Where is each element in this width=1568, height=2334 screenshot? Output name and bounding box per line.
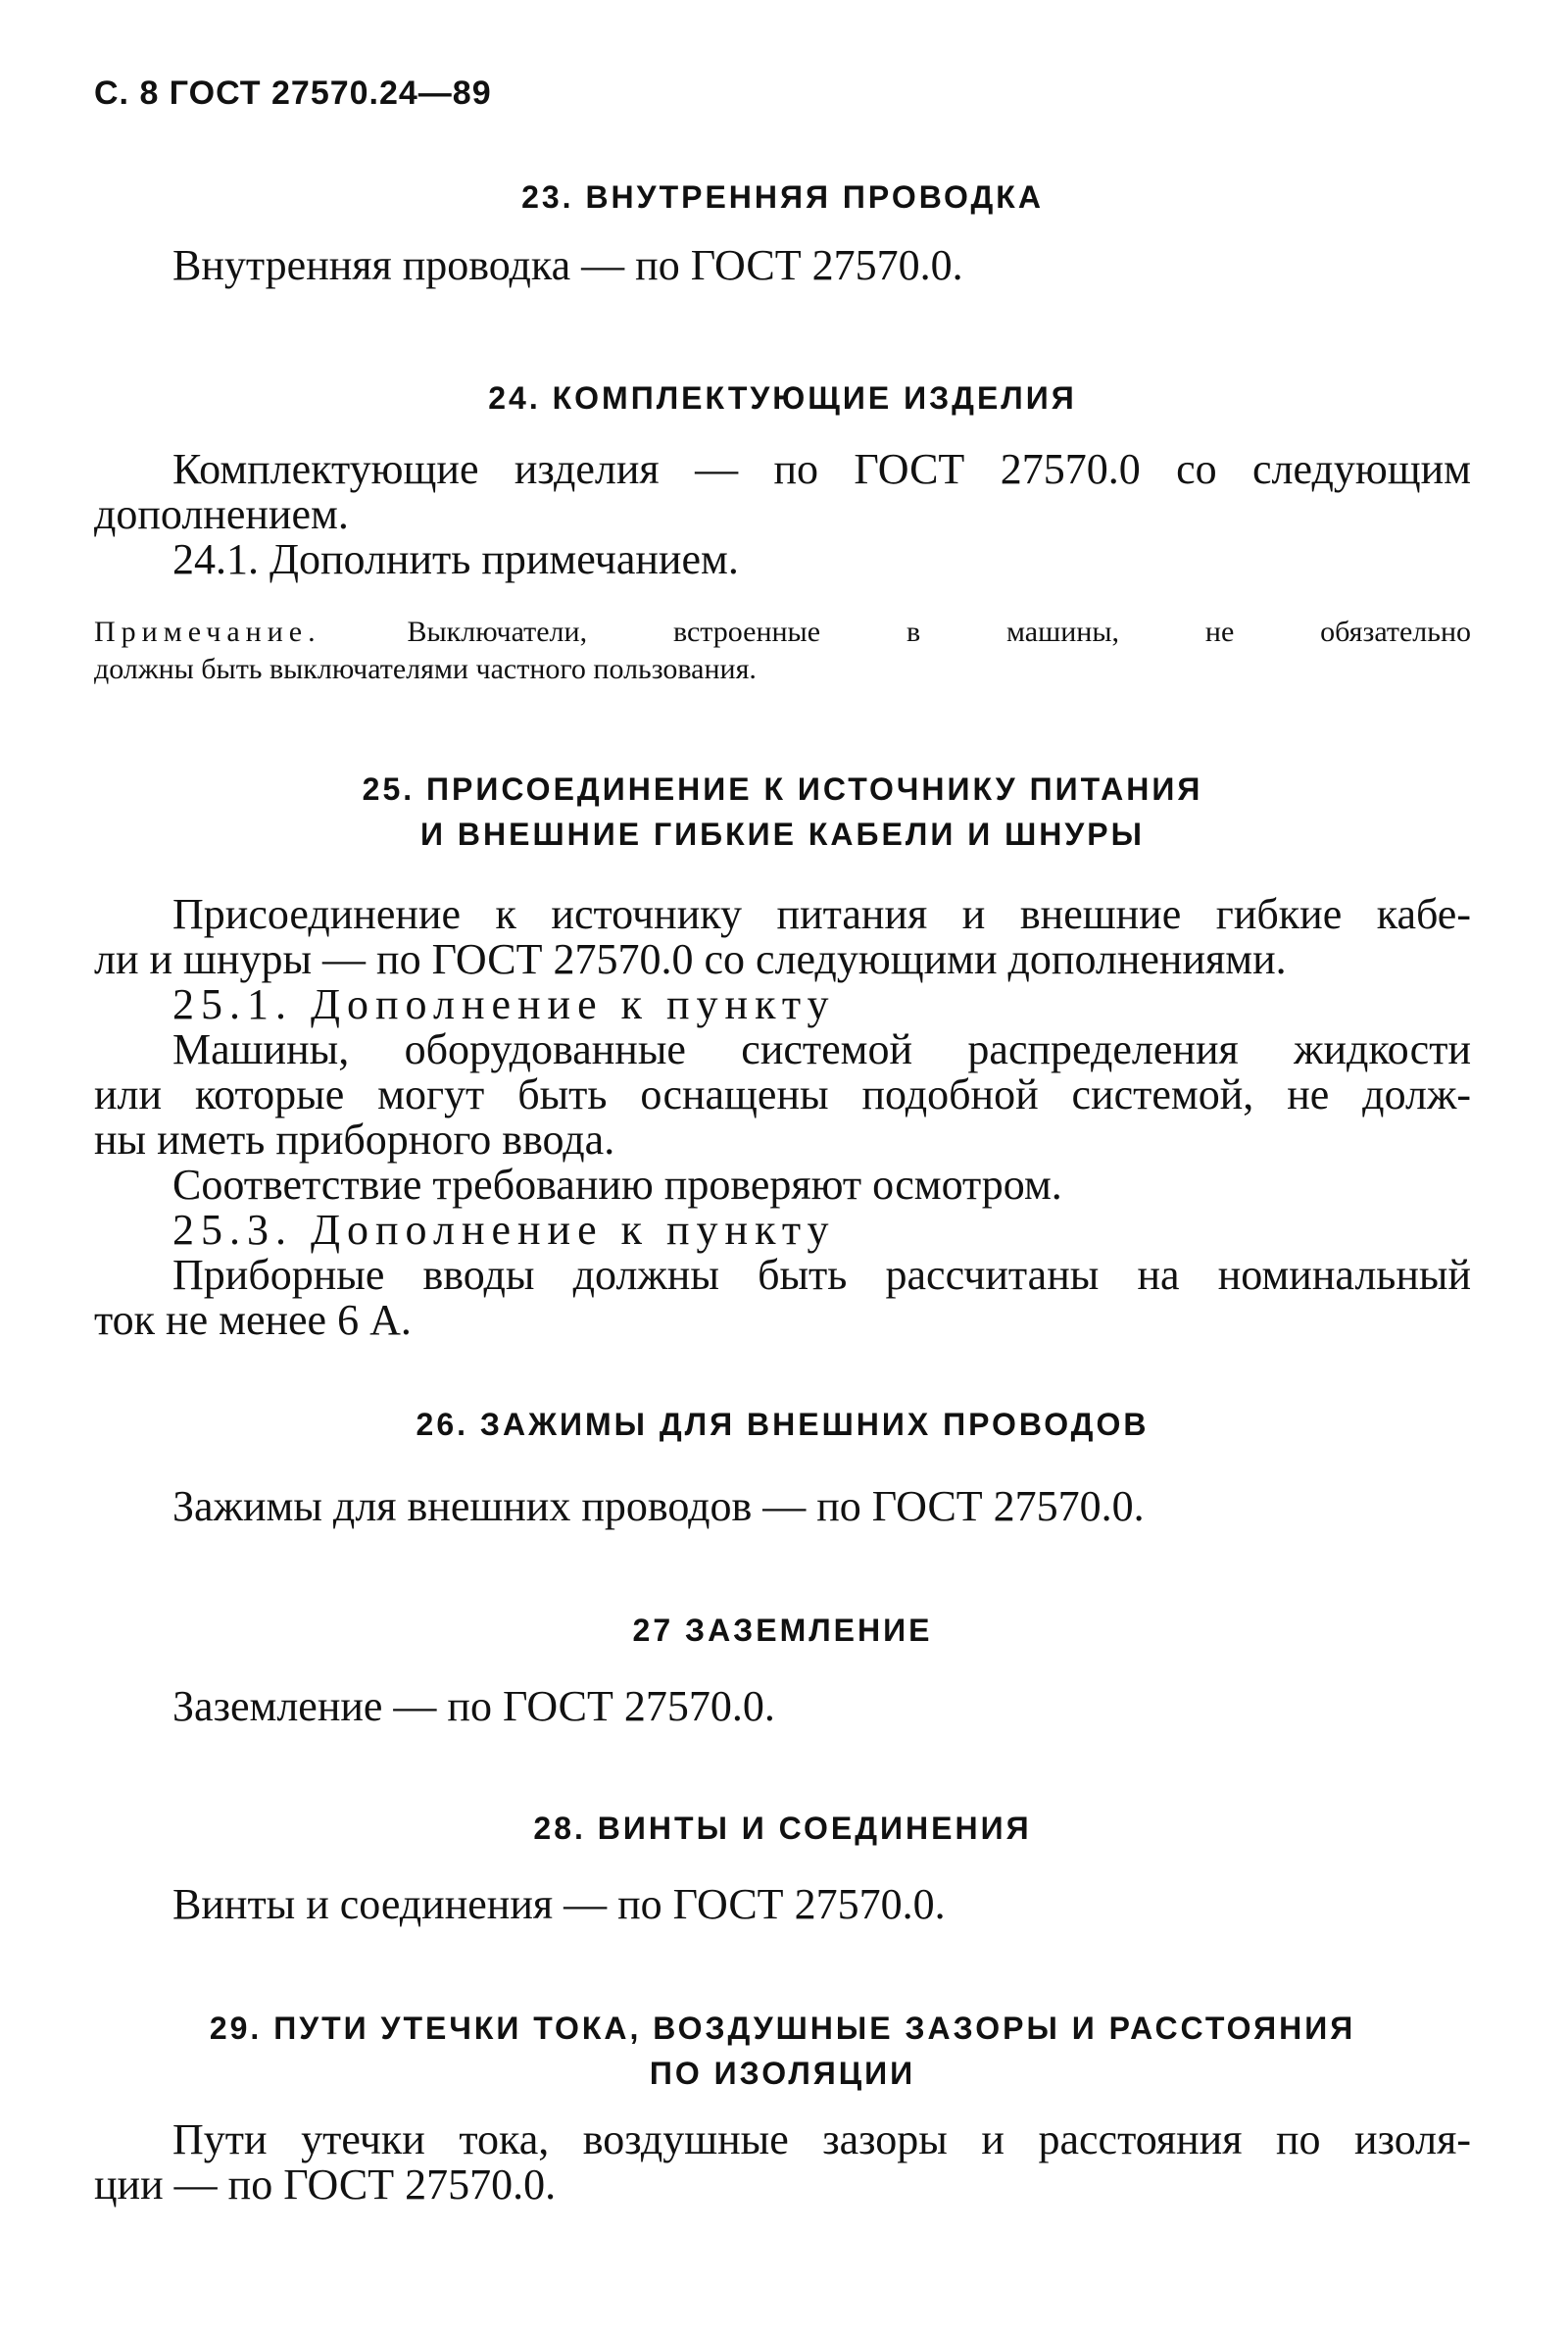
section-29-text: [94, 2117, 1471, 2208]
note-label: Примечание.: [94, 616, 321, 648]
section-25-item-1-line-3: ны иметь приборного ввода.: [94, 1116, 615, 1164]
section-24-item-1: 24.1. Дополнить примечанием.: [172, 535, 739, 583]
section-25-item-3-line-2: ток не менее 6 А.: [94, 1296, 412, 1344]
note-text-1: Выключатели, встроенные в машины, не обязательно: [320, 616, 1471, 648]
section-29-text-line-1: Пути утечки тока, воздушные зазоры и расстояния по изоля-: [172, 2115, 1471, 2163]
section-26-heading: 26. ЗАЖИМЫ ДЛЯ ВНЕШНИХ ПРОВОДОВ: [416, 1407, 1150, 1442]
section-24-heading: 24. КОМПЛЕКТУЮЩИЕ ИЗДЕЛИЯ: [488, 380, 1077, 416]
section-25-item-3-line-1: Приборные вводы должны быть рассчитаны на номинальный: [172, 1251, 1471, 1299]
section-25-item-1-line-2: или которые могут быть оснащены подобной системой, не долж-: [94, 1070, 1471, 1118]
section-25-item-1-line-1: Машины, оборудованные системой распределения жидкости: [172, 1025, 1471, 1073]
section-25-item-1-check: Соответствие требованию проверяют осмотром.: [172, 1161, 1062, 1209]
section-24-text: [94, 447, 1471, 582]
section-23-text-line: Внутренняя проводка — по ГОСТ 27570.0.: [172, 241, 963, 289]
section-24-note-line-1: [94, 614, 1471, 651]
section-29-heading: [94, 2006, 1471, 2096]
section-28-heading: 28. ВИНТЫ И СОЕДИНЕНИЯ: [533, 1811, 1032, 1846]
section-25-text-line-1: Присоединение к источнику питания и внешние гибкие кабе-: [172, 890, 1471, 938]
section-25-item-1-title: 25.1. Дополнение к пункту: [172, 980, 836, 1028]
section-25-text-line-2: ли и шнуры — по ГОСТ 27570.0 со следующими дополнениями.: [94, 935, 1287, 983]
section-24-note: [94, 614, 1471, 688]
section-27-text: [94, 1684, 1471, 1729]
section-29-heading-line-2: ПО ИЗОЛЯЦИИ: [649, 2056, 916, 2091]
section-26-text-line: Зажимы для внешних проводов — по ГОСТ 27570.0.: [172, 1482, 1145, 1530]
section-29-heading-line-1: 29. ПУТИ УТЕЧКИ ТОКА, ВОЗДУШНЫЕ ЗАЗОРЫ И РАССТОЯНИЯ: [209, 2011, 1356, 2046]
section-28-text-line: Винты и соединения — по ГОСТ 27570.0.: [172, 1880, 946, 1928]
section-23-text: [94, 243, 1471, 288]
section-24-note-line-2: должны быть выключателями частного пользования.: [94, 653, 757, 685]
section-25-item-3-title: 25.3. Дополнение к пункту: [172, 1206, 836, 1254]
section-28-text: [94, 1882, 1471, 1927]
section-25-text: [94, 892, 1471, 1343]
section-26-text: [94, 1484, 1471, 1529]
section-25-heading: [94, 767, 1471, 857]
section-29-text-line-2: ции — по ГОСТ 27570.0.: [94, 2160, 557, 2209]
section-25-heading-line-2: И ВНЕШНИЕ ГИБКИЕ КАБЕЛИ И ШНУРЫ: [420, 817, 1145, 852]
section-23-heading: 23. ВНУТРЕННЯЯ ПРОВОДКА: [521, 179, 1044, 215]
section-25-heading-line-1: 25. ПРИСОЕДИНЕНИЕ К ИСТОЧНИКУ ПИТАНИЯ: [362, 771, 1203, 807]
running-head: С. 8 ГОСТ 27570.24—89: [94, 74, 492, 112]
section-24-text-line-2: дополнением.: [94, 490, 349, 538]
section-27-text-line: Заземление — по ГОСТ 27570.0.: [172, 1682, 775, 1730]
section-27-heading: 27 ЗАЗЕМЛЕНИЕ: [632, 1613, 933, 1648]
section-24-text-line-1: Комплектующие изделия — по ГОСТ 27570.0 со следующим: [172, 445, 1471, 493]
